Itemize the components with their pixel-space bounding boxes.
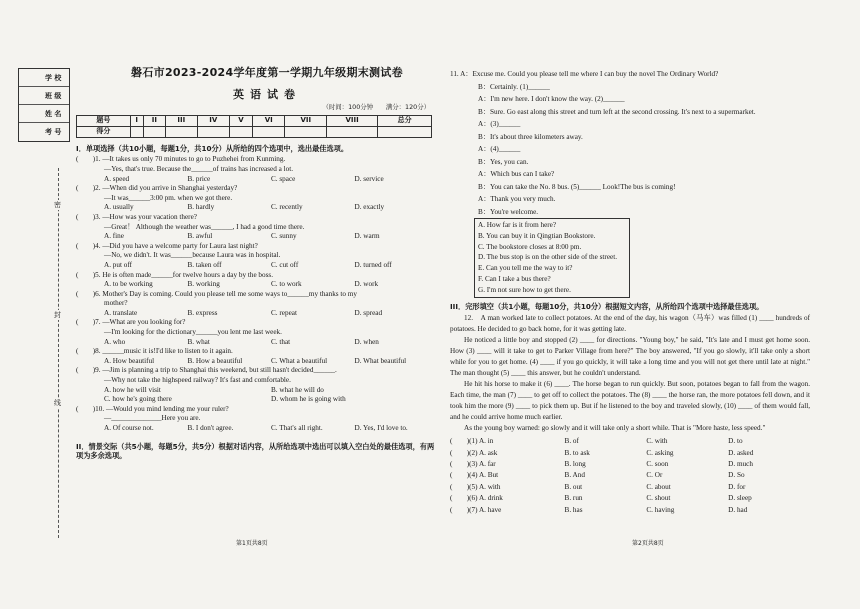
binding-word-xian: 线 bbox=[54, 399, 61, 407]
option: B. what bbox=[187, 337, 210, 346]
cloze-option: ( )(2) A. ask bbox=[450, 448, 498, 457]
score-table bbox=[76, 115, 432, 138]
cloze-option-row bbox=[450, 470, 810, 481]
question-line: ( )1. —It takes us only 70 minutes to go to Puzhehei from Kunming. bbox=[76, 155, 286, 164]
cloze-option: D. had bbox=[728, 505, 748, 514]
option: C. That's all right. bbox=[271, 424, 323, 432]
option: D. whom he is going with bbox=[271, 395, 346, 404]
dialogue-line: B：You're welcome. bbox=[478, 207, 539, 216]
question-line: —Great！ Although the weather was______, I had a good time there. bbox=[104, 222, 305, 231]
section2-choice-box bbox=[474, 218, 630, 298]
section1-heading: I．单项选择（共10小题，每题1分，共10分）从所给的四个选项中，选出最佳选项。 bbox=[76, 143, 349, 153]
option: B. price bbox=[187, 174, 211, 183]
question-line: ( )4. —Did you have a welcome party for Laura last night? bbox=[76, 241, 258, 250]
cloze-option: B. of bbox=[564, 437, 579, 446]
question-options bbox=[76, 357, 438, 367]
option: A. how he will visit bbox=[104, 385, 161, 394]
question-line: ( )6. Mother's Day is coming. Could you please tell me some ways to______my thanks to my bbox=[76, 289, 357, 298]
choice-option: E. Can you tell me the way to it? bbox=[478, 264, 573, 273]
cloze-option: ( )(3) A. far bbox=[450, 459, 496, 468]
section2-dialogue bbox=[450, 68, 810, 218]
passage-paragraph: He hit his horse to make it (6) ____. The horse began to run quickly. But soon, potatoes began to fall from the wagon. Each time, the man (7) ____ to get off to collect the potatoes. The (8) ____ the horse ran, the more potatoes fell down, and it took him the more (9) ____ to pick them up. But if he listened to the boy and traveled slowly, (10) ____ of them would fall, and he could arrive home much earlier. bbox=[450, 380, 810, 422]
question-options bbox=[76, 309, 438, 319]
dialogue-line: 11. A：Excuse me. Could you please tell me where I can buy the novel The Ordinary World? bbox=[450, 70, 719, 78]
cloze-option: B. has bbox=[564, 505, 583, 514]
option bbox=[355, 386, 439, 396]
option: B. awful bbox=[187, 232, 213, 241]
cloze-option: D. to bbox=[728, 437, 743, 446]
option: D. Yes, I'd love to. bbox=[354, 424, 408, 432]
option: A. How beautiful bbox=[104, 356, 155, 365]
info-name: 姓 名 bbox=[19, 105, 69, 123]
option bbox=[188, 386, 272, 396]
cloze-option: ( )(5) A. with bbox=[450, 482, 501, 491]
question-line: —Yes, that's true. Because the______of trains has increased a lot. bbox=[104, 164, 293, 173]
option: C. recently bbox=[271, 203, 303, 212]
question-options bbox=[76, 338, 438, 348]
cloze-option: ( )(4) A. But bbox=[450, 471, 499, 480]
option: C. cut off bbox=[271, 260, 299, 269]
question-line: mother? bbox=[104, 299, 128, 308]
question-options bbox=[76, 203, 438, 213]
option: B. taken off bbox=[187, 260, 222, 269]
question-line: —______________Here you are. bbox=[104, 414, 201, 423]
cloze-option: C. about bbox=[646, 482, 671, 491]
question-options bbox=[76, 232, 438, 242]
option: C. What a beautiful bbox=[271, 356, 328, 365]
cloze-option: C. Or bbox=[646, 471, 663, 480]
score-table-row: 得分 bbox=[77, 126, 432, 137]
option: A. who bbox=[104, 337, 126, 346]
info-class: 班 级 bbox=[19, 87, 69, 105]
choice-option: C. The bookstore closes at 8:00 pm. bbox=[478, 242, 582, 251]
choice-option: A. How far is it from here? bbox=[478, 221, 557, 229]
choice-option: G. I'm not sure how to get there. bbox=[478, 285, 571, 294]
cloze-option: ( )(6) A. drink bbox=[450, 494, 503, 503]
info-school: 学 校 bbox=[19, 69, 69, 87]
option bbox=[188, 395, 272, 405]
dialogue-line: B：Certainly. (1)______ bbox=[478, 82, 550, 91]
passage-paragraph: 12. A man worked late to collect potatoes. At the end of the day, his wagon（马车）was filled (1) ____ hundreds of potatoes. He decided to go back home, for it was getting late. bbox=[450, 314, 810, 334]
option: C. that bbox=[271, 337, 291, 346]
binding-word-feng: 封 bbox=[54, 311, 61, 319]
option: C. how he's going there bbox=[104, 395, 172, 404]
exam-meta: （时间：100分钟 满分：120分） bbox=[322, 103, 430, 112]
question-options bbox=[76, 424, 438, 434]
question-line: —Why not take the highspeed railway? It's fast and comfortable. bbox=[104, 376, 291, 385]
passage-paragraph: As the young boy warned: go slowly and it will take only a short while. That is "More haste, less speed." bbox=[464, 424, 766, 433]
cloze-option: B. long bbox=[564, 459, 586, 468]
exam-subject: 英语试卷 bbox=[233, 87, 301, 101]
question-options bbox=[76, 386, 438, 396]
student-info-box bbox=[18, 68, 70, 142]
cloze-option-row bbox=[450, 482, 810, 493]
cloze-option: D. asked bbox=[728, 448, 754, 457]
question-line: ( )7. —What are you looking for? bbox=[76, 318, 186, 327]
section1-questions bbox=[76, 155, 438, 433]
cloze-option: D. much bbox=[728, 459, 753, 468]
question-options bbox=[76, 395, 438, 405]
dialogue-line: B：Yes, you can. bbox=[478, 157, 529, 166]
section3-options bbox=[450, 436, 810, 516]
choice-option: D. The bus stop is on the other side of the street. bbox=[478, 253, 618, 262]
choice-option: F. Can I take a bus there? bbox=[478, 274, 551, 283]
option: C. to work bbox=[271, 280, 302, 289]
option: D. work bbox=[354, 280, 379, 289]
info-exam-number: 考 号 bbox=[45, 128, 62, 136]
option: A. speed bbox=[104, 174, 130, 183]
question-line: —I'm looking for the dictionary______you lent me last week. bbox=[104, 328, 282, 337]
option: B. How a beautiful bbox=[187, 356, 243, 365]
cloze-option: D. for bbox=[728, 482, 746, 491]
cloze-option: B. run bbox=[564, 494, 583, 503]
option: A. translate bbox=[104, 308, 138, 317]
dialogue-line: A：Thank you very much. bbox=[478, 195, 556, 203]
option: D. warm bbox=[354, 232, 380, 241]
cloze-option: C. with bbox=[646, 437, 668, 446]
option: A. fine bbox=[104, 232, 124, 241]
cloze-option: B. And bbox=[564, 471, 585, 480]
option: B. express bbox=[187, 308, 218, 317]
cloze-option-row bbox=[450, 448, 810, 459]
option: B. what he will do bbox=[271, 385, 324, 394]
question-options bbox=[76, 261, 438, 271]
question-line: —No, we didn't. It was______because Laura was in hospital. bbox=[104, 251, 281, 260]
binding-strip bbox=[18, 68, 74, 548]
binding-dash-line bbox=[58, 168, 59, 538]
option: B. working bbox=[187, 280, 220, 289]
section3-heading: III．完形填空（共1小题，每题10分，共10分）根据短文内容，从所给四个选项中选择最佳选项。 bbox=[450, 301, 764, 311]
question-line: ( )3. —How was your vacation there? bbox=[76, 212, 197, 221]
option: A. to be working bbox=[104, 280, 153, 289]
question-line: ( )5. He is often made______for twelve hours a day by the boss. bbox=[76, 270, 274, 279]
option: D. What beautiful bbox=[354, 356, 407, 365]
option: B. I don't agree. bbox=[187, 424, 234, 432]
cloze-option: D. sleep bbox=[728, 494, 752, 503]
cloze-option: ( )(1) A. in bbox=[450, 437, 494, 446]
option bbox=[355, 395, 439, 405]
question-line: ( )9. —Jim is planning a trip to Shanghai this weekend, but still hasn't decided______. bbox=[76, 366, 337, 375]
binding-word-mi: 密 bbox=[54, 201, 61, 209]
section2-heading: II．情景交际（共5小题，每题5分，共5分）根据对话内容，从所给选项中选出可以填入空白处的最佳选项，有两项为多余选项。 bbox=[76, 441, 435, 461]
option: A. Of course not. bbox=[104, 424, 154, 432]
dialogue-line: B：You can take the No. 8 bus. (5)______ Look!The bus is coming! bbox=[478, 182, 676, 191]
question-options bbox=[76, 280, 438, 290]
cloze-option: D. So bbox=[728, 471, 745, 480]
option: D. exactly bbox=[354, 203, 385, 212]
option: D. spread bbox=[354, 308, 383, 317]
dialogue-line: B：Sure. Go east along this street and turn left at the second crossing. It's next to a supermarket. bbox=[478, 107, 756, 116]
dialogue-line: A：Which bus can I take? bbox=[478, 170, 555, 178]
option: A. usually bbox=[104, 203, 134, 212]
score-table-header: 题号 I II III IV V VI VII VIII 总分 bbox=[77, 115, 432, 126]
page-right bbox=[450, 68, 810, 516]
cloze-option: C. having bbox=[646, 505, 675, 514]
cloze-option-row bbox=[450, 436, 810, 447]
question-line: ( )8. ______music it is!I'd like to listen to it again. bbox=[76, 347, 233, 356]
cloze-option-row bbox=[450, 459, 810, 470]
cloze-option: C. asking bbox=[646, 448, 674, 457]
passage-paragraph: He noticed a little boy and stopped (2) ____ for directions. "Young boy," he said, "It's late and I must get home soon. How (3) ____ will it take to get to Parker Village from here?" The boy answered, "If you go slowly, it'll take only a short while for you to get home. (4) ____ if you go quickly, it will take a long time and you will not get there until late at night." The man thought (5) ____ this answer, but he couldn't understand. bbox=[450, 336, 810, 378]
dialogue-line: B：It's about three kilometers away. bbox=[478, 132, 583, 141]
cloze-option-row bbox=[450, 493, 810, 504]
cloze-option: C. soon bbox=[646, 459, 669, 468]
dialogue-line: A：(4)______ bbox=[478, 145, 521, 153]
option: D. turned off bbox=[354, 260, 392, 269]
question-line: ( )10. —Would you mind lending me your ruler? bbox=[76, 404, 229, 413]
question-line: ( )2. —When did you arrive in Shanghai yesterday? bbox=[76, 184, 238, 193]
option: B. hardly bbox=[187, 203, 215, 212]
exam-title: 磐石市2023-2024学年度第一学期九年级期末测试卷 bbox=[131, 66, 403, 79]
option: A. put off bbox=[104, 260, 133, 269]
question-options bbox=[76, 175, 438, 185]
cloze-option: B. to ask bbox=[564, 448, 590, 457]
page-footer-left: 第1页共8页 bbox=[236, 540, 268, 547]
cloze-option: C. shout bbox=[646, 494, 671, 503]
dialogue-line: A：I'm new here. I don't know the way. (2)______ bbox=[478, 95, 625, 103]
cloze-option-row bbox=[450, 505, 810, 516]
option: C. repeat bbox=[271, 308, 297, 317]
option: D. when bbox=[354, 337, 379, 346]
option: C. sunny bbox=[271, 232, 297, 241]
section3-passage bbox=[450, 313, 810, 434]
option: D. service bbox=[354, 174, 384, 183]
dialogue-line: A：(3)______ bbox=[478, 120, 521, 128]
question-line: —It was______3:00 pm. when we got there. bbox=[104, 193, 233, 202]
page-left bbox=[76, 68, 438, 463]
cloze-option: ( )(7) A. have bbox=[450, 505, 502, 514]
page-footer-right: 第2页共8页 bbox=[632, 540, 664, 547]
option: C. space bbox=[271, 174, 296, 183]
cloze-option: B. out bbox=[564, 482, 583, 491]
choice-option: B. You can buy it in Qingtian Bookstore. bbox=[478, 231, 596, 240]
